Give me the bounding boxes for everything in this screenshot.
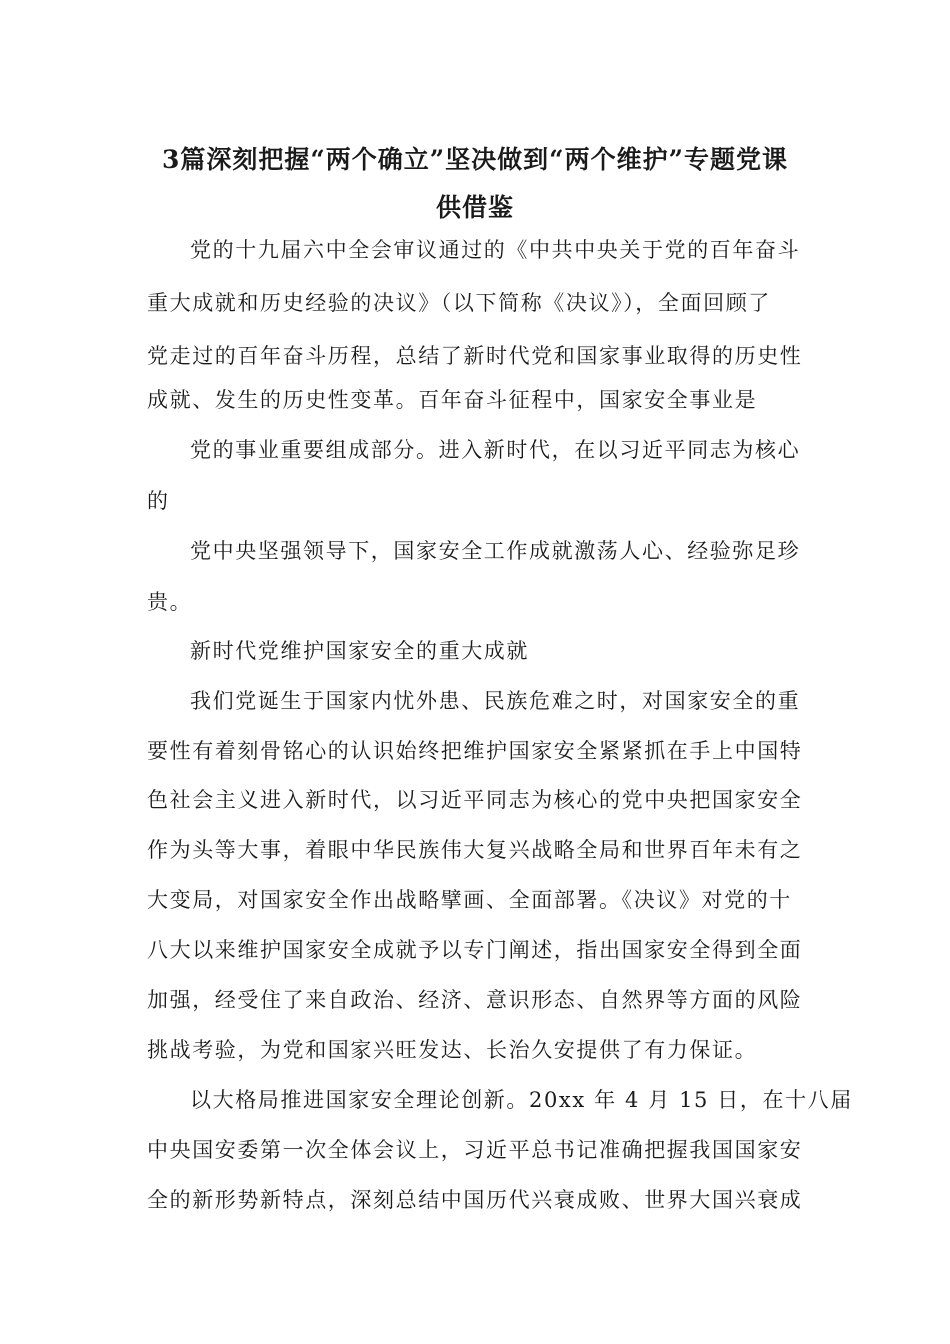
text-line: 全的新形势新特点，深刻总结中国历代兴衰成败、世界大国兴衰成 bbox=[147, 1188, 803, 1212]
text-line: 作为头等大事，着眼中华民族伟大复兴战略全局和世界百年未有之 bbox=[147, 838, 803, 862]
text-line: 党的事业重要组成部分。进入新时代，在以习近平同志为核心 bbox=[190, 438, 801, 462]
text-line: 中央国安委第一次全体会议上，习近平总书记准确把握我国国家安 bbox=[147, 1138, 803, 1162]
document-title-line-2: 供借鉴 bbox=[435, 193, 514, 222]
text-line: 要性有着刻骨铭心的认识始终把维护国家安全紧紧抓在手上中国特 bbox=[147, 739, 803, 763]
text-line: 我们党诞生于国家内忧外患、民族危难之时，对国家安全的重 bbox=[190, 689, 801, 713]
text-line: 加强，经受住了来自政治、经济、意识形态、自然界等方面的风险 bbox=[147, 988, 803, 1012]
text-line: 八大以来维护国家安全成就予以专门阐述，指出国家安全得到全面 bbox=[147, 938, 803, 962]
text-line: 重大成就和历史经验的决议》（以下简称《决议》），全面回顾了 bbox=[147, 291, 771, 315]
text-line: 的 bbox=[147, 489, 170, 513]
text-line: 挑战考验，为党和国家兴旺发达、长治久安提供了有力保证。 bbox=[147, 1038, 758, 1062]
document-title-line-1: 3篇深刻把握“两个确立”坚决做到“两个维护”专题党课 bbox=[162, 145, 788, 174]
text-line: 党中央坚强领导下，国家安全工作成就激荡人心、经验弥足珍 bbox=[190, 539, 801, 563]
section-heading: 新时代党维护国家安全的重大成就 bbox=[190, 639, 529, 663]
text-line: 色社会主义进入新时代，以习近平同志为核心的党中央把国家安全 bbox=[147, 788, 803, 812]
text-line: 大变局，对国家安全作出战略擘画、全面部署。《决议》对党的十 bbox=[147, 888, 792, 912]
text-line: 以大格局推进国家安全理论创新。20xx 年 4 月 15 日，在十八届 bbox=[190, 1088, 853, 1112]
text-line: 贵。 bbox=[147, 590, 193, 614]
text-line: 党的十九届六中全会审议通过的《中共中央关于党的百年奋斗 bbox=[190, 238, 801, 262]
text-line: 成就、发生的历史性变革。百年奋斗征程中，国家安全事业是 bbox=[147, 388, 758, 412]
text-line: 党走过的百年奋斗历程，总结了新时代党和国家事业取得的历史性 bbox=[147, 344, 803, 368]
